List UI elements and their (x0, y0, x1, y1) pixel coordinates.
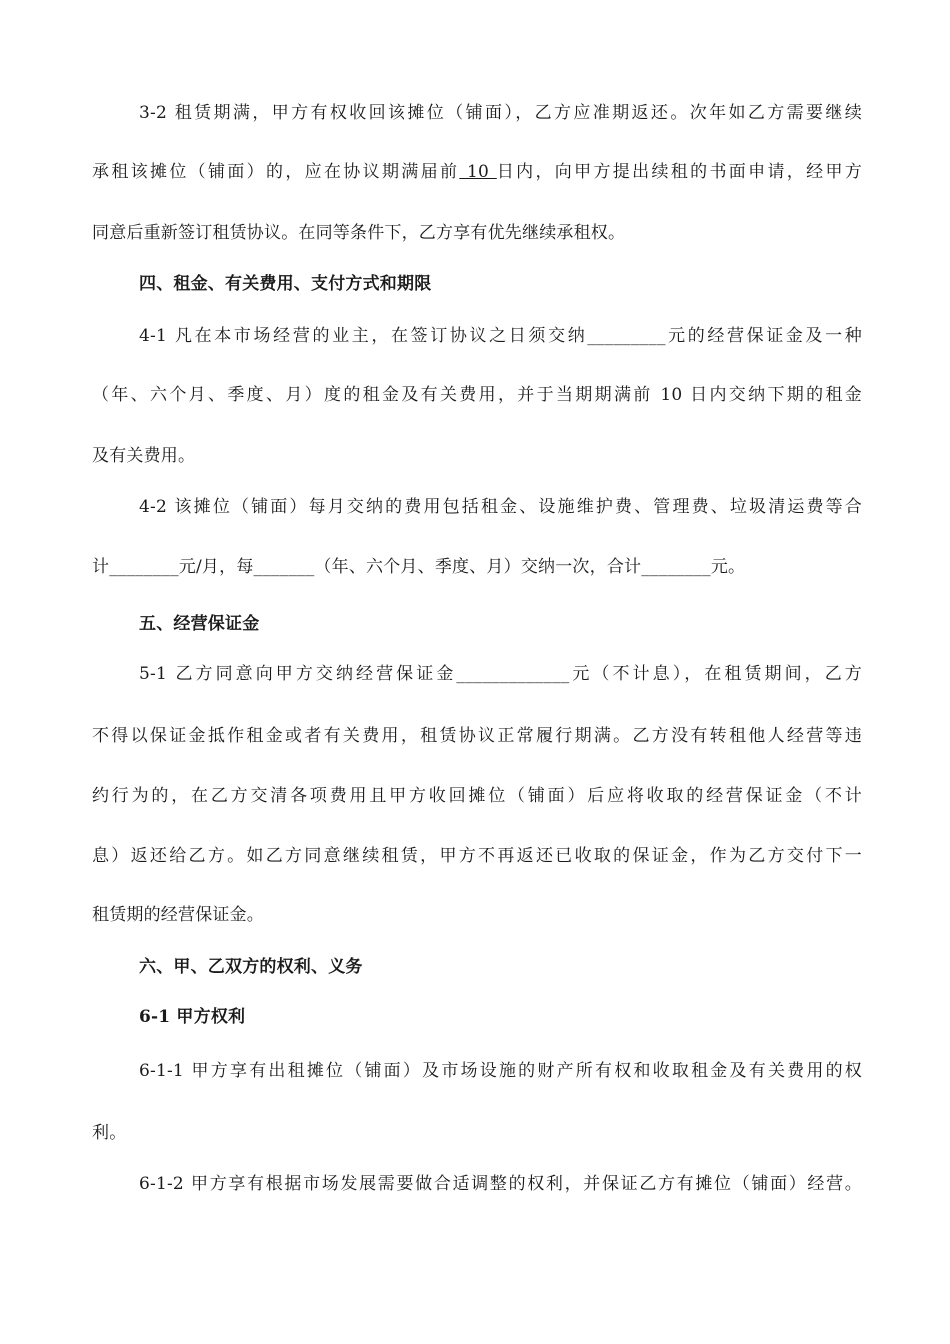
paragraph-4-1-line-1: 4-1 凡在本市场经营的业主，在签订协议之日须交纳_________元的经营保证金及一种 (139, 326, 862, 346)
paragraph-5-1-line-4: 息）返还给乙方。如乙方同意继续租赁，甲方不再返还已收取的保证金，作为乙方交付下一 (92, 846, 862, 866)
paragraph-3-2-text-a: 承租该摊位（铺面）的，应在协议期满届前 (92, 162, 460, 182)
paragraph-5-1-line-1: 5-1 乙方同意向甲方交纳经营保证金_____________元（不计息），在租赁期间，乙方 (139, 664, 862, 684)
paragraph-4-2-line-2: 计________元/月，每_______（年、六个月、季度、月）交纳一次，合计________元。 (92, 557, 746, 577)
paragraph-6-1-1-line-1: 6-1-1 甲方享有出租摊位（铺面）及市场设施的财产所有权和收取租金及有关费用的权 (139, 1061, 862, 1081)
paragraph-5-1-line-5: 租赁期的经营保证金。 (92, 905, 264, 925)
paragraph-4-2-line-1: 4-2 该摊位（铺面）每月交纳的费用包括租金、设施维护费、管理费、垃圾清运费等合 (139, 497, 862, 517)
paragraph-3-2-text-c: 日内，向甲方提出续租的书面申请，经甲方 (496, 162, 862, 182)
paragraph-4-1-line-2: （年、六个月、季度、月）度的租金及有关费用，并于当期期满前 10 日内交纳下期的租金 (92, 385, 862, 405)
paragraph-3-2-line-3: 同意后重新签订租赁协议。在同等条件下，乙方享有优先继续承租权。 (92, 223, 626, 243)
section-6-1-heading: 6-1 甲方权利 (139, 1007, 246, 1027)
section-5-heading: 五、经营保证金 (139, 614, 260, 634)
paragraph-3-2-line-1: 3-2 租赁期满，甲方有权收回该摊位（铺面），乙方应准期返还。次年如乙方需要继续 (139, 103, 862, 123)
paragraph-5-1-line-3: 约行为的，在乙方交清各项费用且甲方收回摊位（铺面）后应将收取的经营保证金（不计 (92, 786, 862, 806)
paragraph-3-2-line-2 (92, 160, 862, 184)
paragraph-4-1-line-3: 及有关费用。 (92, 446, 196, 466)
section-6-heading: 六、甲、乙双方的权利、义务 (139, 957, 363, 977)
renewal-days-value: 10 (459, 162, 497, 182)
paragraph-6-1-1-line-2: 利。 (92, 1123, 127, 1143)
section-4-heading: 四、租金、有关费用、支付方式和期限 (139, 274, 432, 294)
paragraph-5-1-line-2: 不得以保证金抵作租金或者有关费用，租赁协议正常履行期满。乙方没有转租他人经营等违 (92, 726, 862, 746)
paragraph-6-1-2-line-1: 6-1-2 甲方享有根据市场发展需要做合适调整的权利，并保证乙方有摊位（铺面）经营。 (139, 1174, 862, 1194)
